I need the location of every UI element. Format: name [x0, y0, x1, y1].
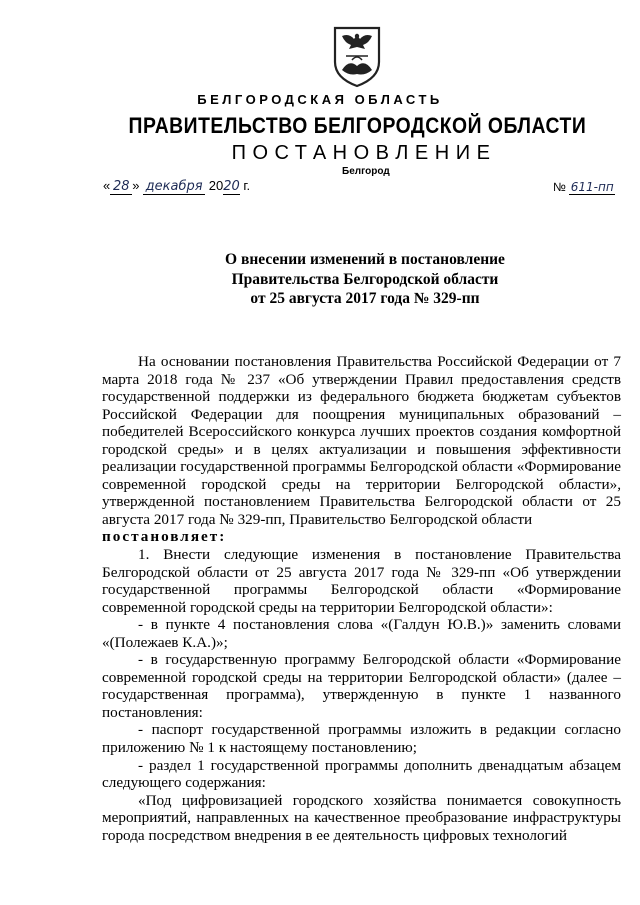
paragraph-item-1-c: - паспорт государственной программы изложить в редакции согласно приложению № 1 к настоящему постановлению;	[102, 721, 621, 757]
government-name: ПРАВИТЕЛЬСТВО БЕЛГОРОДСКОЙ ОБЛАСТИ	[128, 113, 587, 138]
region-name: БЕЛГОРОДСКАЯ ОБЛАСТЬ	[197, 92, 443, 107]
paragraph-item-1-b: - в государственную программу Белгородской области «Формирование современной городской среды на территории Белгородской области» (далее – государственная программа), утвержденную в пункте 1 названного постановления:	[102, 651, 621, 721]
number-value: 611-пп	[570, 180, 614, 194]
paragraph-item-1-d: - раздел 1 государственной программы дополнить двенадцатым абзацем следующего содержания:	[102, 756, 621, 792]
paragraph-item-1: 1. Внести следующие изменения в постановление Правительства Белгородской области от 25 августа 2017 года № 329-пп «Об утверждении государственной программы Белгородской области «Формирование современной городской среды на территории Белгородской области»:	[102, 546, 621, 616]
paragraph-quote: «Под цифровизацией городского хозяйства понимается совокупность мероприятий, направленных на качественное преобразование инфраструктуры города посредством внедрения в ее деятельность цифровых технологий	[102, 791, 621, 844]
document-date	[103, 178, 250, 195]
date-year-unit: г.	[243, 178, 251, 193]
title-line-3: от 25 августа 2017 года № 329-пп	[250, 290, 480, 307]
document-type: ПОСТАНОВЛЕНИЕ	[231, 142, 497, 164]
title-line-1: О внесении изменений в постановление	[225, 251, 505, 268]
date-close-quote: »	[132, 178, 140, 193]
date-day: 28	[110, 180, 132, 195]
title-line-2: Правительства Белгородской области	[231, 270, 499, 288]
document-number	[553, 180, 615, 195]
document-title	[0, 250, 640, 309]
paragraph-item-1-a: - в пункте 4 постановления слова «(Галдун Ю.В.)» заменить словами «(Полежаев К.А.)»;	[102, 616, 621, 651]
resolves-text: постановляет:	[102, 528, 227, 546]
number-prefix: №	[553, 180, 566, 194]
date-year-prefix: 20	[208, 178, 224, 193]
city-name: Белгород	[342, 166, 390, 177]
coat-of-arms-icon	[332, 26, 382, 88]
date-year-suffix: 20	[223, 179, 240, 194]
document-body	[102, 353, 621, 844]
date-open-quote: «	[103, 178, 111, 193]
date-month: декабря	[143, 180, 205, 195]
resolves-keyword	[102, 528, 621, 546]
paragraph-basis: На основании постановления Правительства Российской Федерации от 7 марта 2018 года № 237 «Об утверждении Правил предоставления средств государственной поддержки из федерального бюджета бюджетам субъектов Российской Федерации для поощрения муниципальных образований – победителей Всероссийского конкурса лучших проектов создания комфортной городской среды» и в целях актуализации и повышения эффективности реализации государственной программы Белгородской области «Формирование современной городской среды на территории Белгородской области», утвержденной постановлением Правительства Белгородской области от 25 августа 2017 года № 329-пп, Правительство Белгородской области	[102, 353, 621, 528]
